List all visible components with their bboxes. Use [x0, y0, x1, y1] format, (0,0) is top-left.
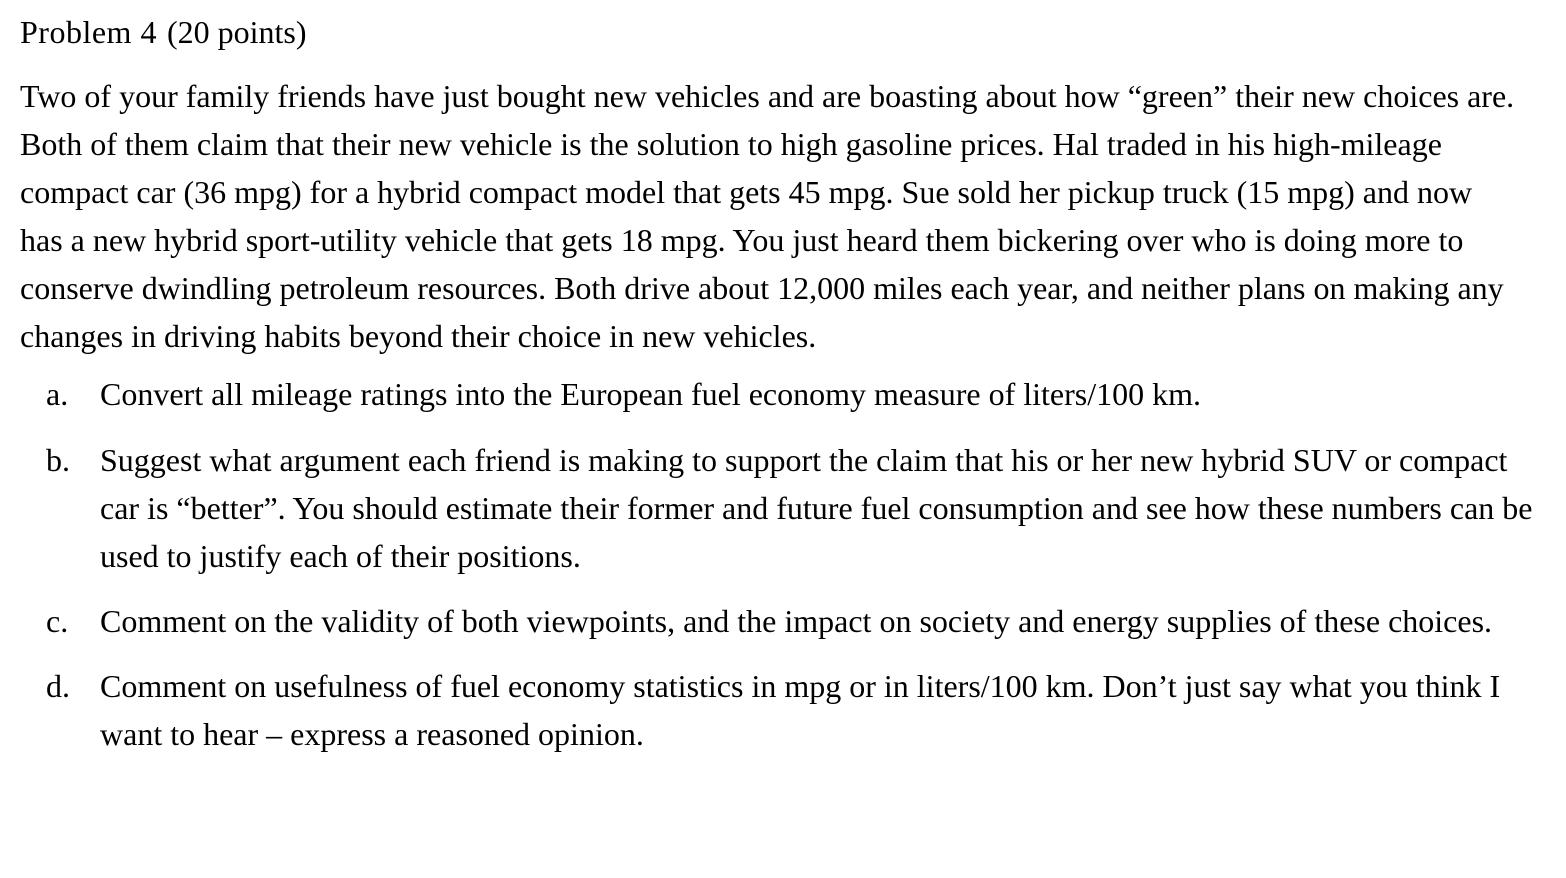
part-a-marker: a.: [46, 376, 69, 412]
part-b-marker: b.: [46, 442, 70, 478]
part-b-text: Suggest what argument each friend is making to support the claim that his or her new hybrid SUV or compact car is “better”. You should estimate their former and future fuel consumption and see how these numbers can be used to justify each of their positions.: [100, 442, 1533, 574]
problem-heading: [20, 12, 1550, 52]
part-d: [20, 662, 1550, 758]
part-d-marker: d.: [46, 668, 70, 704]
part-d-text: Comment on usefulness of fuel economy statistics in mpg or in liters/100 km. Don’t just say what you think I want to hear – express a reasoned opinion.: [100, 668, 1501, 752]
part-a-text: Convert all mileage ratings into the European fuel economy measure of liters/100 km.: [100, 376, 1202, 412]
part-c-marker: c.: [46, 603, 69, 639]
problem-points: (20 points): [166, 14, 307, 50]
problem-label: Problem 4: [20, 14, 157, 50]
part-b: [20, 436, 1550, 580]
part-a: [20, 370, 1550, 418]
problem-document: [20, 12, 1550, 758]
part-c-text: Comment on the validity of both viewpoints, and the impact on society and energy supplies of these choices.: [100, 603, 1493, 639]
problem-parts-list: [20, 370, 1550, 758]
problem-intro: Two of your family friends have just bought new vehicles and are boasting about how “green” their new choices are. Both of them claim that their new vehicle is the solution to high gasoline prices. Hal traded in his high-mileage compact car (36 mpg) for a hybrid compact model that gets 45 mpg. Sue sold her pickup truck (15 mpg) and now has a new hybrid sport-utility vehicle that gets 18 mpg. You just heard them bickering over who is doing more to conserve dwindling petroleum resources. Both drive about 12,000 miles each year, and neither plans on making any changes in driving habits beyond their choice in new vehicles.: [20, 78, 1515, 354]
part-c: [20, 597, 1550, 645]
